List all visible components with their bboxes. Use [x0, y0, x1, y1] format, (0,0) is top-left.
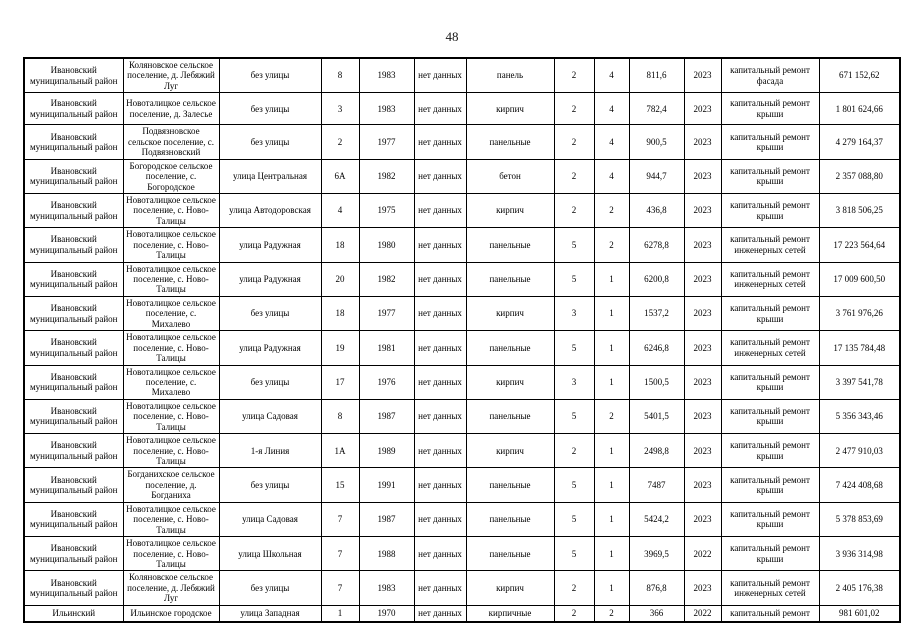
table-cell: 18 [321, 296, 359, 330]
table-cell: Ивановский муниципальный район [24, 262, 123, 296]
table-cell: 2 [594, 605, 629, 622]
table-cell: 2 [554, 125, 594, 159]
table-cell: 876,8 [629, 571, 684, 605]
table-cell: улица Радужная [219, 228, 321, 262]
table-cell: 2023 [684, 193, 721, 227]
table-cell: Новоталицкое сельское поселение, с. Ново-Талицы [123, 537, 219, 571]
table-cell: нет данных [414, 228, 466, 262]
table-cell: 5 [554, 468, 594, 502]
table-cell: кирпичные [466, 605, 554, 622]
table-cell: Ильинское городское [123, 605, 219, 622]
table-cell: 1983 [359, 58, 414, 93]
table-cell: 17 [321, 365, 359, 399]
table-cell: 2023 [684, 93, 721, 125]
table-cell: Богородское сельское поселение, с. Богородское [123, 159, 219, 193]
table-cell: 2 [594, 228, 629, 262]
table-cell: 2023 [684, 125, 721, 159]
table-cell: Новоталицкое сельское поселение, с. Ново-Талицы [123, 262, 219, 296]
table-cell: 1 [594, 365, 629, 399]
table-cell: капитальный ремонт крыши [721, 365, 819, 399]
table-cell: 2 [554, 58, 594, 93]
table-cell: 436,8 [629, 193, 684, 227]
table-cell: Новоталицкое сельское поселение, с. Ново-Талицы [123, 331, 219, 365]
table-cell: 2023 [684, 571, 721, 605]
table-cell: капитальный ремонт инженерных сетей [721, 571, 819, 605]
table-cell: улица Автодоровская [219, 193, 321, 227]
table-cell: Ивановский муниципальный район [24, 93, 123, 125]
table-cell: 1 [594, 434, 629, 468]
table-row [24, 502, 900, 536]
table-cell: нет данных [414, 605, 466, 622]
table-cell: нет данных [414, 296, 466, 330]
table-cell: 18 [321, 228, 359, 262]
table-cell: без улицы [219, 125, 321, 159]
table-cell: 3 936 314,98 [819, 537, 900, 571]
table-cell: Новоталицкое сельское поселение, с. Ново-Талицы [123, 399, 219, 433]
table-row [24, 365, 900, 399]
table-cell: 1989 [359, 434, 414, 468]
table-cell: 3 [554, 296, 594, 330]
table-cell: 1988 [359, 537, 414, 571]
table-cell: 2 [554, 93, 594, 125]
table-cell: нет данных [414, 125, 466, 159]
table-cell: 1 [321, 605, 359, 622]
table-cell: 17 223 564,64 [819, 228, 900, 262]
table-cell: 4 [594, 93, 629, 125]
table-cell: 7 [321, 537, 359, 571]
table-cell: 6А [321, 159, 359, 193]
table-cell: 1 [594, 571, 629, 605]
table-cell: Ивановский муниципальный район [24, 159, 123, 193]
table-cell: Ивановский муниципальный район [24, 434, 123, 468]
table-cell: нет данных [414, 262, 466, 296]
table-cell: Ивановский муниципальный район [24, 399, 123, 433]
table-cell: нет данных [414, 193, 466, 227]
table-cell: Ивановский муниципальный район [24, 296, 123, 330]
table-cell: 1537,2 [629, 296, 684, 330]
table-cell: капитальный ремонт фасада [721, 58, 819, 93]
table-cell: 2 [554, 159, 594, 193]
table-cell: 2 [554, 605, 594, 622]
table-cell: 1-я Линия [219, 434, 321, 468]
table-cell: улица Радужная [219, 262, 321, 296]
table-cell: 1982 [359, 159, 414, 193]
table-cell: Ивановский муниципальный район [24, 331, 123, 365]
table-cell: Ивановский муниципальный район [24, 125, 123, 159]
table-cell: 8 [321, 399, 359, 433]
table-cell: нет данных [414, 365, 466, 399]
table-cell: капитальный ремонт инженерных сетей [721, 228, 819, 262]
table-cell: 1980 [359, 228, 414, 262]
table-cell: нет данных [414, 399, 466, 433]
table-cell: панельные [466, 502, 554, 536]
table-cell: 981 601,02 [819, 605, 900, 622]
table-cell: 1 [594, 296, 629, 330]
table-cell: без улицы [219, 365, 321, 399]
table-cell: 1А [321, 434, 359, 468]
table-cell: Новоталицкое сельское поселение, с. Ново-Талицы [123, 502, 219, 536]
table-cell: 2023 [684, 434, 721, 468]
table-cell: 2 [594, 399, 629, 433]
table-cell: улица Западная [219, 605, 321, 622]
table-cell: Подвязновское сельское поселение, с. Подвязновский [123, 125, 219, 159]
table-cell: бетон [466, 159, 554, 193]
table-cell: 2023 [684, 58, 721, 93]
table-cell: 2 [554, 434, 594, 468]
table-cell: панельные [466, 399, 554, 433]
table-cell: 1970 [359, 605, 414, 622]
table-cell: 15 [321, 468, 359, 502]
table-cell: 6200,8 [629, 262, 684, 296]
table-cell: 3 761 976,26 [819, 296, 900, 330]
table-cell: 2 [594, 193, 629, 227]
table-cell: кирпич [466, 93, 554, 125]
table-cell: Ивановский муниципальный район [24, 365, 123, 399]
table-cell: нет данных [414, 93, 466, 125]
housing-repair-table [23, 57, 901, 623]
table-row [24, 159, 900, 193]
table-row [24, 537, 900, 571]
table-row [24, 605, 900, 622]
table-cell: Новоталицкое сельское поселение, д. Залесье [123, 93, 219, 125]
table-cell: капитальный ремонт крыши [721, 537, 819, 571]
table-cell: 944,7 [629, 159, 684, 193]
table-cell: нет данных [414, 331, 466, 365]
table-cell: без улицы [219, 296, 321, 330]
table-cell: 2023 [684, 502, 721, 536]
table-cell: 19 [321, 331, 359, 365]
table-cell: панельные [466, 228, 554, 262]
table-cell: нет данных [414, 468, 466, 502]
table-cell: 6278,8 [629, 228, 684, 262]
table-cell: панельные [466, 262, 554, 296]
table-cell: кирпич [466, 365, 554, 399]
table-cell: 5 [554, 262, 594, 296]
table-cell: капитальный ремонт крыши [721, 296, 819, 330]
table-row [24, 434, 900, 468]
table-cell: 8 [321, 58, 359, 93]
table-cell: 5 [554, 228, 594, 262]
table-cell: 4 [321, 193, 359, 227]
table-cell: Ивановский муниципальный район [24, 468, 123, 502]
table-cell: 1982 [359, 262, 414, 296]
table-cell: капитальный ремонт крыши [721, 193, 819, 227]
table-cell: 1983 [359, 93, 414, 125]
table-cell: капитальный ремонт крыши [721, 125, 819, 159]
table-cell: капитальный ремонт крыши [721, 502, 819, 536]
table-cell: 3 [554, 365, 594, 399]
table-cell: 3 818 506,25 [819, 193, 900, 227]
table-row [24, 228, 900, 262]
table-cell: 811,6 [629, 58, 684, 93]
table-cell: Новоталицкое сельское поселение, с. Ново-Талицы [123, 228, 219, 262]
table-row [24, 193, 900, 227]
table-cell: 3 397 541,78 [819, 365, 900, 399]
table-row [24, 468, 900, 502]
table-cell: Новоталицкое сельское поселение, с. Ново-Талицы [123, 193, 219, 227]
table-cell: 1983 [359, 571, 414, 605]
table-cell: нет данных [414, 434, 466, 468]
table-cell: Ивановский муниципальный район [24, 571, 123, 605]
table-cell: панельные [466, 537, 554, 571]
table-cell: 3969,5 [629, 537, 684, 571]
table-row [24, 125, 900, 159]
table-cell: 3 [321, 93, 359, 125]
table-cell: 2023 [684, 331, 721, 365]
table-cell: 1 [594, 468, 629, 502]
table-cell: улица Радужная [219, 331, 321, 365]
table-cell: без улицы [219, 58, 321, 93]
table-cell: нет данных [414, 159, 466, 193]
table-cell: Коляновское сельское поселение, д. Лебяжий Луг [123, 58, 219, 93]
table-cell: 2 [321, 125, 359, 159]
table-cell: 4 [594, 125, 629, 159]
table-cell: без улицы [219, 93, 321, 125]
table-cell: панельные [466, 125, 554, 159]
table-row [24, 58, 900, 93]
table-cell: нет данных [414, 502, 466, 536]
table-cell: 2 405 176,38 [819, 571, 900, 605]
table-cell: Новоталицкое сельское поселение, с. Ново-Талицы [123, 434, 219, 468]
table-cell: 1987 [359, 399, 414, 433]
table-cell: 5 [554, 331, 594, 365]
table-row [24, 331, 900, 365]
table-row [24, 93, 900, 125]
table-cell: Ивановский муниципальный район [24, 193, 123, 227]
table-cell: 1977 [359, 125, 414, 159]
table-cell: улица Школьная [219, 537, 321, 571]
table-cell: панельные [466, 331, 554, 365]
table-cell: капитальный ремонт крыши [721, 399, 819, 433]
table-cell: 17 135 784,48 [819, 331, 900, 365]
table-cell: 2023 [684, 228, 721, 262]
table-cell: 1977 [359, 296, 414, 330]
table-cell: 5424,2 [629, 502, 684, 536]
table-cell: капитальный ремонт крыши [721, 468, 819, 502]
table-cell: 4 [594, 159, 629, 193]
table-cell: 2023 [684, 399, 721, 433]
table-row [24, 262, 900, 296]
table-cell: 2023 [684, 468, 721, 502]
table-row [24, 296, 900, 330]
table-cell: 782,4 [629, 93, 684, 125]
table-cell: Ивановский муниципальный район [24, 228, 123, 262]
table-cell: 4 279 164,37 [819, 125, 900, 159]
table-cell: нет данных [414, 58, 466, 93]
table-cell: Богданихское сельское поселение, д. Богданиха [123, 468, 219, 502]
table-cell: без улицы [219, 571, 321, 605]
table-cell: 1981 [359, 331, 414, 365]
table-cell: Коляновское сельское поселение, д. Лебяжий Луг [123, 571, 219, 605]
table-cell: 7 [321, 502, 359, 536]
table-cell: 7 424 408,68 [819, 468, 900, 502]
table-cell: 4 [594, 58, 629, 93]
table-cell: 7487 [629, 468, 684, 502]
table-cell: 1976 [359, 365, 414, 399]
table-cell: Ильинский [24, 605, 123, 622]
table-cell: нет данных [414, 571, 466, 605]
table-cell: капитальный ремонт крыши [721, 434, 819, 468]
table-cell: 5 [554, 502, 594, 536]
table-cell: 366 [629, 605, 684, 622]
table-cell: Ивановский муниципальный район [24, 58, 123, 93]
table-cell: 2 [554, 571, 594, 605]
table-cell: 2 [554, 193, 594, 227]
table-cell: Новоталицкое сельское поселение, с. Михалево [123, 365, 219, 399]
table-cell: 1975 [359, 193, 414, 227]
table-cell: 900,5 [629, 125, 684, 159]
table-cell: 2023 [684, 365, 721, 399]
table-cell: 2023 [684, 262, 721, 296]
table-cell: кирпич [466, 296, 554, 330]
table-body [24, 58, 900, 622]
table-cell: 1 [594, 502, 629, 536]
table-cell: 5401,5 [629, 399, 684, 433]
table-cell: улица Центральная [219, 159, 321, 193]
table-cell: Ивановский муниципальный район [24, 502, 123, 536]
table-cell: кирпич [466, 193, 554, 227]
table-cell: 17 009 600,50 [819, 262, 900, 296]
table-row [24, 399, 900, 433]
table-cell: панель [466, 58, 554, 93]
table-cell: без улицы [219, 468, 321, 502]
table-cell: 2023 [684, 159, 721, 193]
table-cell: Ивановский муниципальный район [24, 537, 123, 571]
page-number: 48 [445, 29, 459, 44]
table-cell: 5 378 853,69 [819, 502, 900, 536]
table-cell: нет данных [414, 537, 466, 571]
table-cell: 1500,5 [629, 365, 684, 399]
table-cell: 2 477 910,03 [819, 434, 900, 468]
table-cell: 6246,8 [629, 331, 684, 365]
table-cell: 1 [594, 331, 629, 365]
table-cell: улица Садовая [219, 399, 321, 433]
table-cell: Новоталицкое сельское поселение, с. Михалево [123, 296, 219, 330]
table-cell: 7 [321, 571, 359, 605]
table-cell: 1 [594, 537, 629, 571]
table-cell: 2 357 088,80 [819, 159, 900, 193]
table-cell: панельные [466, 468, 554, 502]
table-cell: кирпич [466, 434, 554, 468]
table-cell: 2498,8 [629, 434, 684, 468]
table-cell: 2022 [684, 537, 721, 571]
table-cell: 1991 [359, 468, 414, 502]
table-cell: капитальный ремонт крыши [721, 93, 819, 125]
table-cell: 1 801 624,66 [819, 93, 900, 125]
table-cell: кирпич [466, 571, 554, 605]
table-cell: 5 [554, 537, 594, 571]
table-cell: капитальный ремонт [721, 605, 819, 622]
table-cell: улица Садовая [219, 502, 321, 536]
table-row [24, 571, 900, 605]
table-cell: 671 152,62 [819, 58, 900, 93]
table-cell: 2022 [684, 605, 721, 622]
table-cell: капитальный ремонт инженерных сетей [721, 331, 819, 365]
table-cell: 5 [554, 399, 594, 433]
table-cell: капитальный ремонт инженерных сетей [721, 262, 819, 296]
table-cell: 5 356 343,46 [819, 399, 900, 433]
table-cell: 20 [321, 262, 359, 296]
table-cell: капитальный ремонт крыши [721, 159, 819, 193]
table-cell: 1987 [359, 502, 414, 536]
table-cell: 2023 [684, 296, 721, 330]
table-cell: 1 [594, 262, 629, 296]
